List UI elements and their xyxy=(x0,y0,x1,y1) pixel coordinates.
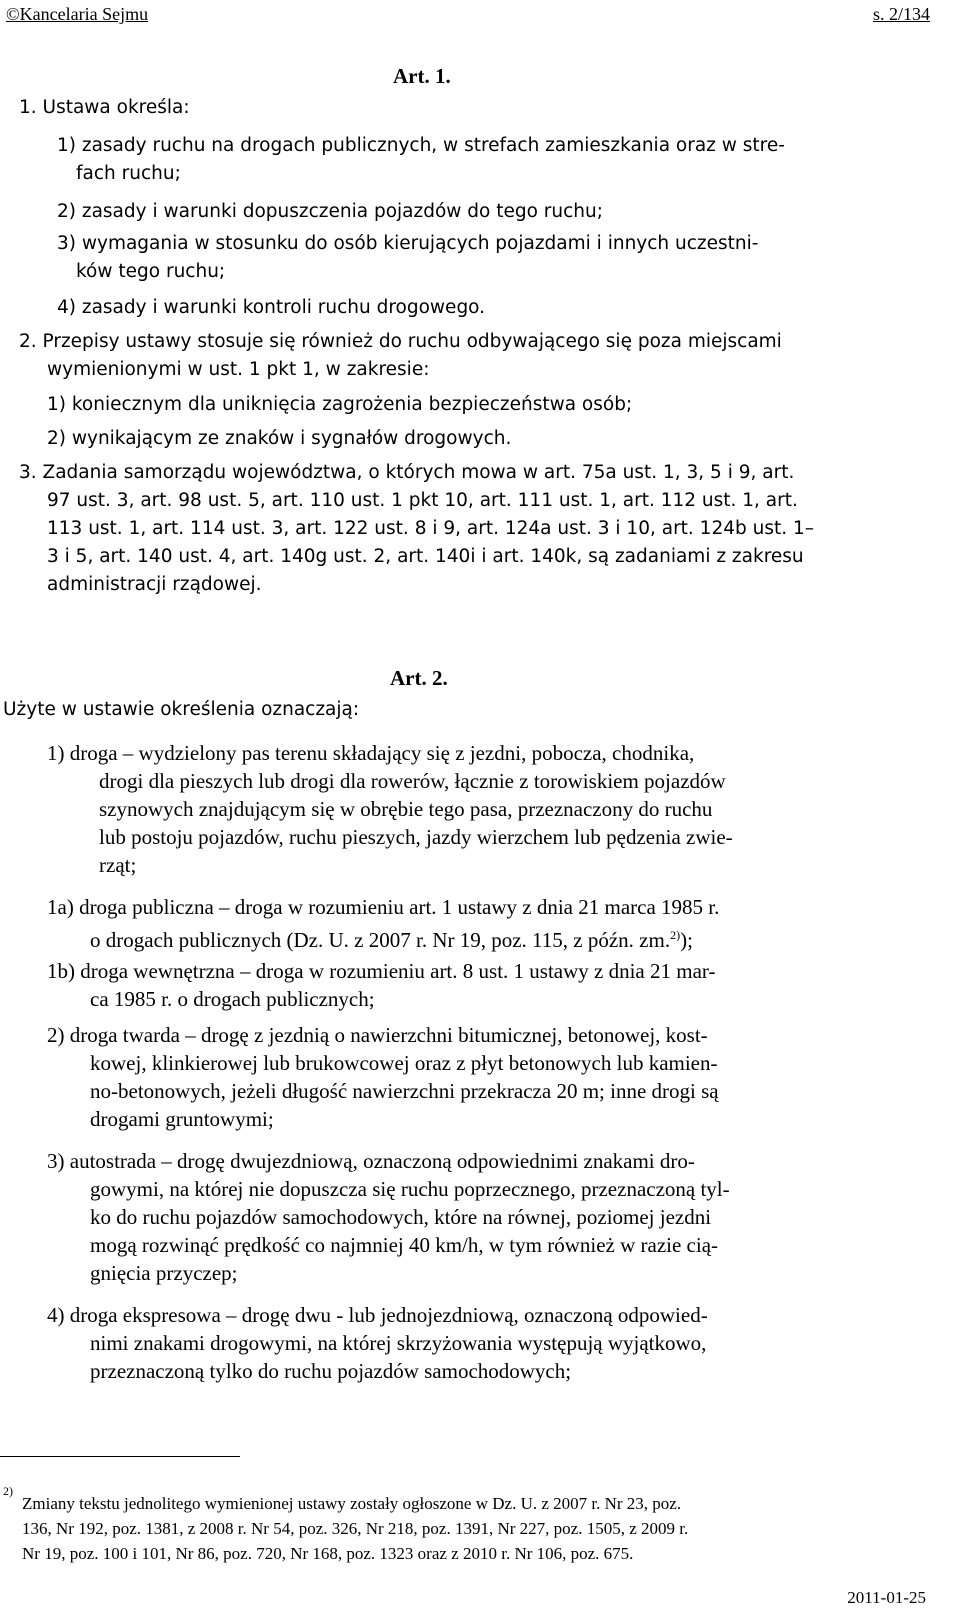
art2-item-line: lub postoju pojazdów, ruchu pieszych, jazdy wierzchem lub pędzenia zwie- xyxy=(99,825,733,849)
art2-item-line: rząt; xyxy=(99,853,137,877)
header-page-number[interactable]: s. 2/134 xyxy=(872,4,930,24)
art1-p1-item: 2) zasady i warunki dopuszczenia pojazdów do tego ruchu; xyxy=(57,201,603,222)
art2-item-line: drogi dla pieszych lub drogi dla rowerów, łącznie z torowiskiem pojazdów xyxy=(99,769,726,793)
art1-p1-item: 3) wymagania w stosunku do osób kierujących pojazdami i innych uczestni- xyxy=(57,233,759,254)
art2-title: Art. 2. xyxy=(390,666,448,690)
art1-p1-intro: 1. Ustawa określa: xyxy=(19,97,190,118)
footnote-line: Zmiany tekstu jednolitego wymienionej ustawy zostały ogłoszone w Dz. U. z 2007 r. Nr 23, poz. xyxy=(22,1494,682,1513)
art1-p3-line: 113 ust. 1, art. 114 ust. 3, art. 122 ust. 8 i 9, art. 124a ust. 3 i 10, art. 124b ust. 1– xyxy=(47,518,815,539)
footnote-separator xyxy=(0,1456,240,1457)
art2-item-line: ca 1985 r. o drogach publicznych; xyxy=(90,987,375,1011)
art1-p2-line: 2. Przepisy ustawy stosuje się również do ruchu odbywającego się poza miejscami xyxy=(19,331,782,352)
art2-item-line: no-betonowych, jeżeli długość nawierzchni przekracza 20 m; inne drogi są xyxy=(90,1079,719,1103)
art2-item-line: 2) droga twarda – drogę z jezdnią o nawierzchni bitumicznej, betonowej, kost- xyxy=(47,1023,708,1047)
art2-item-line: 3) autostrada – drogę dwujezdniową, oznaczoną odpowiednimi znakami dro- xyxy=(47,1149,695,1173)
art2-item-text: o drogach publicznych (Dz. U. z 2007 r. Nr 19, poz. 115, z późn. zm. xyxy=(90,928,671,952)
art1-p3-line: 3. Zadania samorządu województwa, o których mowa w art. 75a ust. 1, 3, 5 i 9, art. xyxy=(19,462,795,483)
art2-item-line: drogami gruntowymi; xyxy=(90,1107,274,1131)
art1-p1-item: fach ruchu; xyxy=(76,163,181,184)
art1-p1-item: ków tego ruchu; xyxy=(76,261,226,282)
art2-item-line: mogą rozwinąć prędkość co najmniej 40 km/h, w tym również w razie cią- xyxy=(90,1233,719,1257)
art1-p2-item: 2) wynikającym ze znaków i sygnałów drogowych. xyxy=(47,428,512,449)
art2-item-line-with-footnote xyxy=(90,920,693,955)
art2-intro: Użyte w ustawie określenia oznaczają: xyxy=(3,699,360,720)
art2-item-line: kowej, klinkierowej lub brukowcowej oraz z płyt betonowych lub kamien- xyxy=(90,1051,718,1075)
art2-item-line: gnięcia przyczep; xyxy=(90,1261,238,1285)
art1-p2-line: wymienionymi w ust. 1 pkt 1, w zakresie: xyxy=(47,359,430,380)
art2-item-line: 1a) droga publiczna – droga w rozumieniu art. 1 ustawy z dnia 21 marca 1985 r. xyxy=(47,895,720,919)
footnote-line: 136, Nr 192, poz. 1381, z 2008 r. Nr 54, poz. 326, Nr 218, poz. 1391, Nr 227, poz. 1505, z 2009 r. xyxy=(22,1519,689,1538)
footnote-reference[interactable]: 2) xyxy=(670,928,681,942)
art1-p1-item: 4) zasady i warunki kontroli ruchu drogowego. xyxy=(57,297,486,318)
footnote-marker: 2) xyxy=(3,1484,13,1498)
art1-title: Art. 1. xyxy=(393,64,451,88)
art1-p3-line: administracji rządowej. xyxy=(47,574,262,595)
art1-p2-item: 1) koniecznym dla uniknięcia zagrożenia bezpieczeństwa osób; xyxy=(47,394,633,415)
art1-p3-line: 3 i 5, art. 140 ust. 4, art. 140g ust. 2, art. 140i i art. 140k, są zadaniami z zakresu xyxy=(47,546,804,567)
art2-item-line: nimi znakami drogowymi, na której skrzyżowania występują wyjątkowo, xyxy=(90,1331,707,1355)
document-date: 2011-01-25 xyxy=(847,1588,926,1607)
art2-item-line: przeznaczoną tylko do ruchu pojazdów samochodowych; xyxy=(90,1359,572,1383)
art2-item-line: 1b) droga wewnętrzna – droga w rozumieniu art. 8 ust. 1 ustawy z dnia 21 mar- xyxy=(47,959,716,983)
art2-item-line: 4) droga ekspresowa – drogę dwu - lub jednojezdniową, oznaczoną odpowied- xyxy=(47,1303,708,1327)
art2-item-tail: ); xyxy=(680,928,693,952)
art2-item-line: 1) droga – wydzielony pas terenu składający się z jezdni, pobocza, chodnika, xyxy=(47,741,695,765)
footnote-line: Nr 19, poz. 100 i 101, Nr 86, poz. 720, Nr 168, poz. 1323 oraz z 2010 r. Nr 106, poz. 675. xyxy=(22,1544,634,1563)
header-source-link[interactable]: ©Kancelaria Sejmu xyxy=(6,4,149,24)
art2-item-line: szynowych znajdującym się w obrębie tego pasa, przeznaczony do ruchu xyxy=(99,797,713,821)
art1-p3-line: 97 ust. 3, art. 98 ust. 5, art. 110 ust. 1 pkt 10, art. 111 ust. 1, art. 112 ust. 1, art. xyxy=(47,490,798,511)
art1-p1-item: 1) zasady ruchu na drogach publicznych, w strefach zamieszkania oraz w stre- xyxy=(57,135,785,156)
art2-item-line: gowymi, na której nie dopuszcza się ruchu poprzecznego, przeznaczoną tyl- xyxy=(90,1177,730,1201)
art2-item-line: ko do ruchu pojazdów samochodowych, które na równej, poziomej jezdni xyxy=(90,1205,712,1229)
